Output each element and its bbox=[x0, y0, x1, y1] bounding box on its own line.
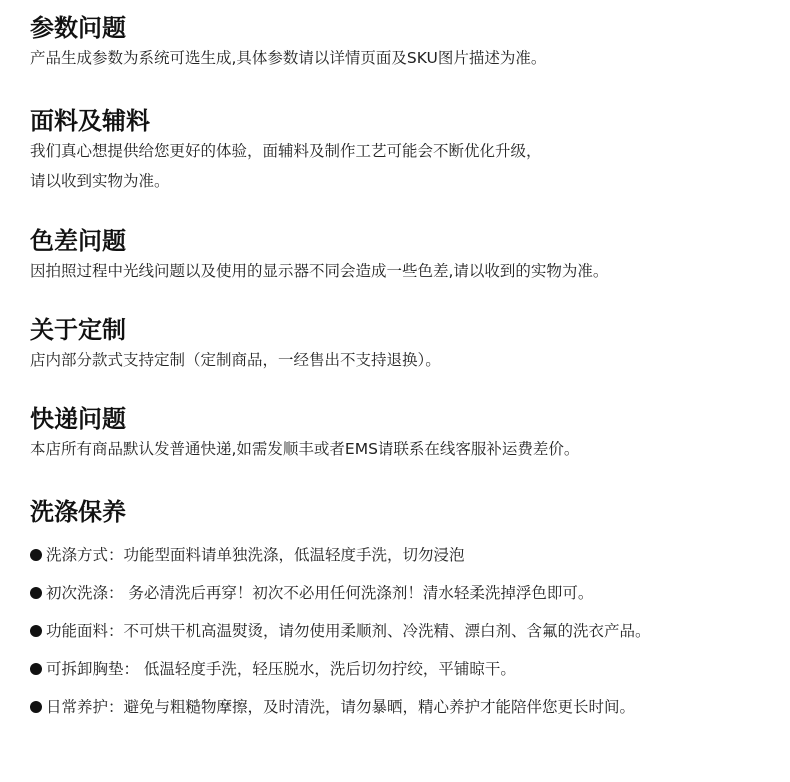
bullet-icon bbox=[30, 587, 42, 599]
section-text: 我们真心想提供给您更好的体验，面辅料及制作工艺可能会不断优化升级， bbox=[30, 142, 542, 160]
bullet-icon bbox=[30, 549, 42, 561]
section-parameters bbox=[30, 13, 780, 73]
care-item-text: 初次洗涤： 务必清洗后再穿！初次不必用任何洗涤剂！清水轻柔洗掉浮色即可。 bbox=[46, 584, 594, 602]
section-text: 因拍照过程中光线问题以及使用的显示器不同会造成一些色差,请以收到的实物为准。 bbox=[30, 262, 609, 280]
care-item bbox=[30, 536, 780, 574]
bullet-icon bbox=[30, 701, 42, 713]
section-title: 面料及辅料 bbox=[30, 107, 150, 135]
care-item-text: 可拆卸胸垫： 低温轻度手洗，轻压脱水，洗后切勿拧绞，平铺晾干。 bbox=[46, 660, 516, 678]
section-title: 关于定制 bbox=[30, 316, 126, 344]
care-item-text: 功能面料：不可烘干机高温熨烫，请勿使用柔顺剂、冷洗精、漂白剂、含氟的洗衣产品。 bbox=[46, 622, 651, 640]
section-text: 请以收到实物为准。 bbox=[30, 172, 170, 190]
care-item bbox=[30, 688, 780, 726]
section-care bbox=[30, 497, 780, 726]
care-item bbox=[30, 574, 780, 612]
bullet-icon bbox=[30, 625, 42, 637]
section-customization bbox=[30, 315, 780, 375]
bullet-icon bbox=[30, 663, 42, 675]
section-shipping bbox=[30, 404, 780, 464]
section-title: 洗涤保养 bbox=[30, 498, 126, 526]
section-fabric bbox=[30, 106, 780, 196]
section-text: 店内部分款式支持定制（定制商品，一经售出不支持退换）。 bbox=[30, 351, 441, 369]
section-color-difference bbox=[30, 226, 780, 286]
section-title: 快递问题 bbox=[30, 405, 126, 433]
section-title: 参数问题 bbox=[30, 14, 126, 42]
care-item bbox=[30, 612, 780, 650]
care-item-text: 洗涤方式：功能型面料请单独洗涤，低温轻度手洗，切勿浸泡 bbox=[46, 546, 465, 564]
section-text: 本店所有商品默认发普通快递,如需发顺丰或者EMS请联系在线客服补运费差价。 bbox=[30, 440, 580, 458]
section-text: 产品生成参数为系统可选生成,具体参数请以详情页面及SKU图片描述为准。 bbox=[30, 49, 547, 67]
care-item-text: 日常养护：避免与粗糙物摩擦，及时清洗，请勿暴晒，精心养护才能陪伴您更长时间。 bbox=[46, 698, 636, 716]
care-item bbox=[30, 650, 780, 688]
section-title: 色差问题 bbox=[30, 227, 126, 255]
